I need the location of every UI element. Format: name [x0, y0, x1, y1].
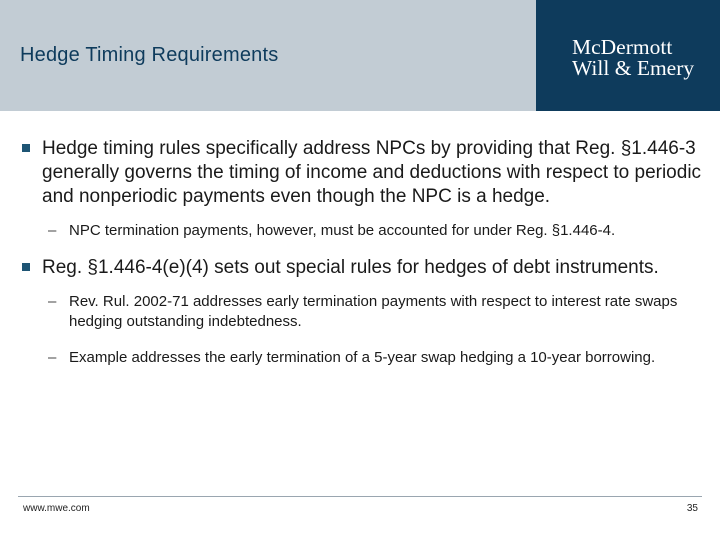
sub-bullet-text: Example addresses the early termination of a 5-year swap hedging a 10-year borrowing.: [69, 349, 656, 366]
footer-divider: [18, 496, 702, 497]
dash-bullet-icon: –: [48, 293, 57, 310]
square-bullet-icon: [22, 144, 30, 152]
footer-url: www.mwe.com: [23, 503, 90, 514]
bullet-text: Hedge timing rules specifically address NPCs by providing that Reg. §1.446-3 generally governs the timing of income and deductions with respect to periodic and nonperiodic payments even though the NPC is a hedge.: [42, 138, 702, 207]
sub-bullet-text: Rev. Rul. 2002-71 addresses early termination payments with respect to interest rate swaps hedging outstanding indebtedness.: [69, 293, 678, 330]
square-bullet-icon: [22, 263, 30, 271]
sub-bullet-text: NPC termination payments, however, must be accounted for under Reg. §1.446-4.: [69, 222, 616, 239]
dash-bullet-icon: –: [48, 349, 57, 366]
bullet-text: Reg. §1.446-4(e)(4) sets out special rules for hedges of debt instruments.: [42, 257, 659, 278]
bullet-item: [22, 137, 702, 209]
header-band: [0, 0, 536, 111]
logo-line-1: McDermott: [572, 35, 673, 59]
sub-bullet-item: [22, 292, 702, 332]
logo-panel: [536, 0, 720, 111]
sub-bullet-item: [22, 348, 702, 368]
logo-line-2: Will & Emery: [572, 56, 695, 80]
sub-bullet-item: [22, 221, 702, 241]
slide-body: [22, 137, 702, 368]
page-number: 35: [686, 503, 698, 514]
dash-bullet-icon: –: [48, 222, 57, 239]
page-title: Hedge Timing Requirements: [20, 44, 279, 66]
bullet-item: [22, 256, 702, 280]
